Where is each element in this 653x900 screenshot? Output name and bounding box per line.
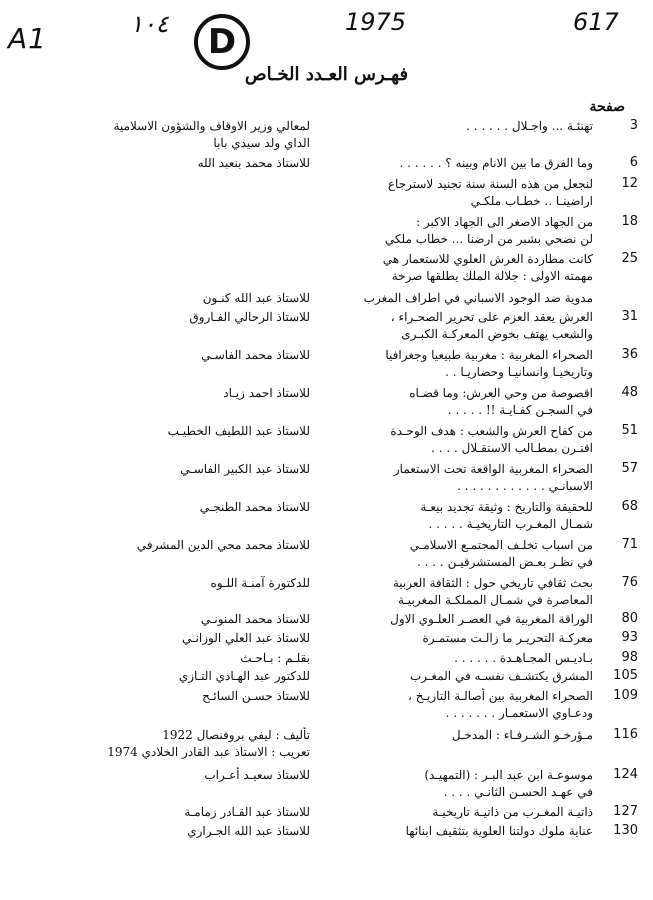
entry-title-line: موسوعـة ابن عبد البـر : (التمهيـد): [424, 768, 593, 782]
entry-author-line: للاستاذ عبد القـادر زمامـة: [184, 805, 310, 819]
entry-title-line: الصحراء المغربية الواقعة تحت الاستعمار: [393, 462, 593, 476]
entry-title-line: بحث ثقافي تاريخي حول : الثقافة العربية: [392, 576, 593, 590]
entry-author-line: للاستاذ حسـن السائـح: [202, 689, 310, 703]
entry-page-number: 31: [621, 309, 638, 324]
entry-title-line: معركـة التحريـر ما زالـت مستمـرة: [422, 631, 593, 645]
entry-page-number: 68: [621, 499, 638, 514]
entry-author: [40, 767, 310, 784]
entry-author: [40, 630, 310, 647]
entry-author: [40, 611, 310, 628]
entry-author-line: للاستاذ الرحالي الفـاروق: [189, 310, 310, 324]
entry-title-line: اقصوصة من وحي العرش: وما قضـاه: [409, 386, 593, 400]
entry-author-line: الداي ولد سيدي بابا: [213, 136, 310, 150]
entry-title-line: الوراقة المغربية في العصـر العلـوي الاول: [390, 612, 593, 626]
handwritten-page-number: 617: [573, 8, 619, 36]
entry-page-number: 116: [613, 727, 638, 742]
toc-entry: [0, 118, 653, 158]
entry-title-line: لنجعل من هذه السنة سنة تجنيد لاسترجاع: [387, 177, 593, 191]
entry-title-line: المشرق يكتشـف نفسـه في المغـرب: [409, 669, 593, 683]
toc-entry: [0, 767, 653, 807]
entry-title: [325, 650, 593, 667]
entry-author-line: للاستاذ عبد اللطيف الخطيـب: [167, 424, 310, 438]
entry-title: [325, 290, 593, 307]
entry-author-line: للاستاذ سعيـد أعـراب: [204, 768, 310, 782]
entry-title-line: من الجهاد الاصغر الى الجهاد الاكبر :: [416, 215, 593, 229]
entry-author: [40, 727, 310, 761]
entry-page-number: 71: [621, 537, 638, 552]
entry-title-line: اقتـرن بمطـالب الاستقـلال . . . .: [431, 441, 593, 455]
entry-title-line: ذاتيـة المغـرب من ذاتيـة تاريخيـة: [432, 805, 593, 819]
toc-entry: [0, 385, 653, 425]
handwritten-year: 1975: [345, 8, 407, 36]
entry-page-number: 57: [621, 461, 638, 476]
entry-author: [40, 668, 310, 685]
entry-title-line: من كفاح العرش والشعب : هدف الوحـدة: [390, 424, 593, 438]
entry-title: [325, 214, 593, 248]
entry-title-line: تهنئـة ... واجـلال . . . . . .: [466, 119, 593, 133]
entry-page-number: 76: [621, 575, 638, 590]
entry-author: [40, 155, 310, 172]
entry-title: [325, 611, 593, 628]
entry-author-line: للاستاذ محمد محي الدين المشرفي: [136, 538, 310, 552]
entry-page-number: 127: [613, 804, 638, 819]
entry-title-line: كانت مطاردة العرش العلوي للاستعمار هي: [382, 252, 593, 266]
entry-author-line: للاستاذ محمد الطنجـي: [199, 500, 310, 514]
entry-author-line: للاستاذ عبد الله الجـراري: [187, 824, 310, 838]
toc-entry: [0, 176, 653, 216]
entry-title-line: للحقيقة والتاريخ : وثيقة تجديد بيعـة: [420, 500, 593, 514]
entry-page-number: 93: [621, 630, 638, 645]
entry-title-line: الصحراء المغربية : مغربية طبيعيا وجغرافيا: [385, 348, 593, 362]
entry-title-line: من اسباب تخلـف المجتمـع الاسلامـي: [409, 538, 593, 552]
entry-author-line: تعريب : الاستاذ عبد القادر الخلادي 1974: [107, 745, 310, 759]
entry-author-line: للاستاذ احمد زيـاد: [223, 386, 310, 400]
document-title: فهـرس العـدد الخـاص: [244, 64, 409, 85]
entry-title: [325, 575, 593, 609]
entry-title-line: العرش يعقد العزم على تحرير الصحـراء ،: [390, 310, 593, 324]
handwritten-code: A1: [8, 22, 47, 55]
entry-page-number: 12: [621, 176, 638, 191]
handwritten-number: ١٠٤: [130, 10, 169, 38]
toc-entry: [0, 461, 653, 501]
entry-page-number: 3: [629, 118, 638, 133]
entry-title-line: مـؤرخـو الشـرفـاء : المدخـل: [451, 728, 593, 742]
entry-page-number: 105: [613, 668, 638, 683]
entry-author: [40, 804, 310, 821]
entry-author-line: للاستاذ محمد المنونـي: [200, 612, 310, 626]
entry-title: [325, 385, 593, 419]
entry-title: [325, 461, 593, 495]
entry-title: [325, 537, 593, 571]
entry-page-number: 6: [629, 155, 638, 170]
toc-entry: [0, 575, 653, 615]
entry-title: [325, 118, 593, 135]
entry-author: [40, 461, 310, 478]
entry-author-line: للاستاذ عبد العلي الوزانـي: [182, 631, 310, 645]
entry-title: [325, 176, 593, 210]
toc-entry: [0, 251, 653, 291]
entry-page-number: 130: [613, 823, 638, 838]
entry-author-line: للدكتور عبد الهـادي التـازي: [178, 669, 310, 683]
entry-title: [325, 668, 593, 685]
toc-entry: [0, 347, 653, 387]
toc-entry: [0, 688, 653, 728]
entry-title: [325, 251, 593, 285]
circled-letter-stamp: D: [194, 14, 250, 70]
entry-page-number: 25: [621, 251, 638, 266]
entry-author: [40, 575, 310, 592]
entry-title-line: اراضينـا .. خطـاب ملكـي: [470, 194, 593, 208]
entry-title: [325, 630, 593, 647]
entry-title-line: المعاصرة في شمـال المملكـة المغربيـة: [397, 593, 593, 607]
entry-title-line: في عهـد الحسـن الثانـي . . . .: [443, 785, 593, 799]
entry-page-number: 51: [621, 423, 638, 438]
entry-author-line: لمعالي وزير الاوقاف والشؤون الاسلامية: [113, 119, 310, 133]
entry-title: [325, 155, 593, 172]
entry-title-line: لن نضحي بشبر من ارضنا ... خطاب ملكي: [384, 232, 593, 246]
entry-title-line: مهمته الاولى : جلالة الملك يطلقها صرخة: [391, 269, 593, 283]
entry-author-line: تأليف : ليفي بروفنصال 1922: [162, 728, 310, 742]
entry-page-number: 80: [621, 611, 638, 626]
entry-title-line: وتاريخيـا وانسانيـا وحضاريـا . .: [445, 365, 593, 379]
entry-author: [40, 118, 310, 152]
entry-author: [40, 823, 310, 840]
entry-author: [40, 499, 310, 516]
entry-title-line: وما الفرق ما بين الانام وبينه ؟ . . . . . .: [399, 156, 593, 170]
entry-title: [325, 688, 593, 722]
entry-author: [40, 423, 310, 440]
page-column-header: صفحة: [589, 99, 625, 115]
entry-title-line: في نظـر بعـض المستشرقيـن . . . .: [417, 555, 593, 569]
entry-author-line: للدكتورة آمنـة اللـوه: [210, 576, 310, 590]
entry-title: [325, 727, 593, 744]
entry-title: [325, 347, 593, 381]
entry-title: [325, 767, 593, 801]
entry-title-line: ودعـاوي الاستعمـار . . . . . . .: [445, 706, 593, 720]
toc-entry: [0, 499, 653, 539]
entry-title: [325, 499, 593, 533]
entry-author-line: للاستاذ محمد بنعبد الله: [197, 156, 310, 170]
entry-author: [40, 290, 310, 307]
entry-author: [40, 347, 310, 364]
toc-entry: [0, 727, 653, 767]
entry-author: [40, 385, 310, 402]
toc-entry: [0, 309, 653, 349]
entry-author: [40, 537, 310, 554]
entry-page-number: 98: [621, 650, 638, 665]
entry-title: [325, 804, 593, 821]
entry-title-line: الصحراء المغربية بين أصالـة التاريـخ ،: [408, 689, 593, 703]
entry-author-line: للاستاذ محمد الفاسـي: [201, 348, 310, 362]
entry-title: [325, 423, 593, 457]
entry-title: [325, 823, 593, 840]
entry-title-line: عناية ملوك دولتنا العلوية بتثقيف ابنائها: [405, 824, 593, 838]
entry-title-line: الاسبانـي . . . . . . . . . . . .: [457, 479, 593, 493]
entry-title-line: والشعب يهتف بخوض المعركـة الكبـرى: [401, 327, 593, 341]
toc-entry: [0, 823, 653, 863]
entry-title-line: مدوية ضد الوجود الاسباني في اطراف المغرب: [363, 291, 593, 305]
entry-author: [40, 650, 310, 667]
entry-title-line: بـاديـس المجـاهـدة . . . . . .: [454, 651, 593, 665]
entry-author-line: بقلـم : بـاحـث: [240, 651, 310, 665]
entry-author: [40, 688, 310, 705]
entry-page-number: 18: [621, 214, 638, 229]
toc-entry: [0, 537, 653, 577]
toc-entry: [0, 423, 653, 463]
entry-page-number: 48: [621, 385, 638, 400]
entry-author: [40, 309, 310, 326]
entry-title: [325, 309, 593, 343]
entry-page-number: 36: [621, 347, 638, 362]
entry-page-number: 124: [613, 767, 638, 782]
entry-author-line: للاستاذ عبد الله كنـون: [202, 291, 310, 305]
entry-title-line: شمـال المغـرب التاريخيـة . . . . .: [428, 517, 593, 531]
toc-entry: [0, 214, 653, 254]
entry-page-number: 109: [613, 688, 638, 703]
entry-title-line: في السجـن كفـايـة !! . . . . .: [447, 403, 593, 417]
entry-author-line: للاستاذ عبد الكبير الفاسـي: [180, 462, 310, 476]
